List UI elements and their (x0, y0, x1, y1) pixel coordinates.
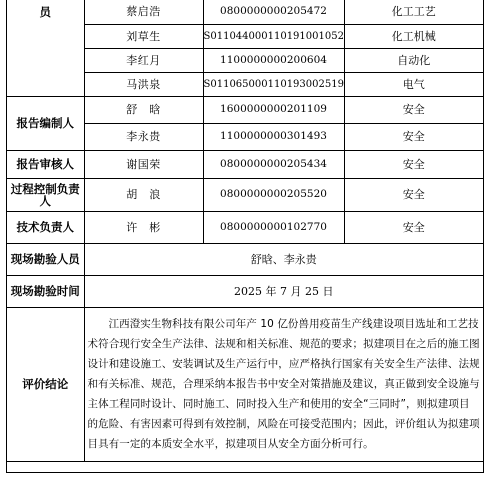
member-specialty: 电气 (344, 72, 483, 96)
compiler-name: 舒 晗 (84, 96, 203, 123)
member-row (7, 0, 483, 24)
member-name: 李红月 (84, 48, 203, 72)
conclusion-cell (84, 307, 483, 461)
member-specialty: 自动化 (344, 48, 483, 72)
reviewer-row (7, 150, 483, 178)
compiler-row (7, 96, 483, 123)
tech-label: 技术负责人 (7, 211, 84, 243)
reviewer-cert: 0800000000205434 (203, 150, 344, 178)
tech-row (7, 211, 483, 243)
personnel-label (7, 0, 84, 96)
member-specialty: 化工机械 (344, 24, 483, 48)
reviewer-specialty: 安全 (344, 150, 483, 178)
site-staff-label: 现场勘验人员 (7, 243, 84, 275)
member-cert: S011044000110191001052 (203, 24, 344, 48)
member-cert: 1100000000200604 (203, 48, 344, 72)
tech-cert: 0800000000102770 (203, 211, 344, 243)
personnel-label-text: 员 (39, 5, 51, 19)
compiler-specialty: 安全 (344, 96, 483, 123)
process-label: 过程控制负责人 (7, 178, 84, 211)
compiler-specialty: 安全 (344, 123, 483, 150)
member-name: 马洪泉 (84, 72, 203, 96)
member-name: 刘草生 (84, 24, 203, 48)
site-staff-row (7, 243, 483, 275)
compiler-cert: 1100000000301493 (203, 123, 344, 150)
site-time-label: 现场勘验时间 (7, 275, 84, 307)
conclusion-row (7, 307, 483, 461)
site-time-value: 2025 年 7 月 25 日 (84, 275, 483, 307)
conclusion-label: 评价结论 (7, 307, 84, 461)
process-name: 胡 浪 (84, 178, 203, 211)
process-cert: 0800000000205520 (203, 178, 344, 211)
site-staff-value: 舒晗、李永贵 (84, 243, 483, 275)
personnel-table (6, 0, 484, 473)
tech-specialty: 安全 (344, 211, 483, 243)
tech-name: 许 彬 (84, 211, 203, 243)
member-cert: 0800000000205472 (203, 0, 344, 24)
process-specialty: 安全 (344, 178, 483, 211)
compiler-cert: 1600000000201109 (203, 96, 344, 123)
member-cert: S011065000110193002519 (203, 72, 344, 96)
process-row (7, 178, 483, 211)
conclusion-text: 江西澄实生物科技有限公司年产 10 亿份兽用疫苗生产线建设项目选址和工艺技术符合现行安全生产法律、法规和相关标准、规范的要求；拟建项目在之后的施工图设计和建设施工、安装调试及生产运行中，应严格执行国家有关安全生产法律、法规和有关标准、规范，合理采纳本报告书中安全对策措施及建议，真正做到安全设施与主体工程同时设计、同时施工、同时投入生产和使用的安全“三同时”，则拟建项目的危险、有害因素可得到有效控制，风险在可接受范围内；因此，评价组认为拟建项目具有一定的本质安全水平，拟建项目从安全方面分析可行。 (87, 318, 480, 450)
compiler-name: 李永贵 (84, 123, 203, 150)
reviewer-label: 报告审核人 (7, 150, 84, 178)
reviewer-name: 谢国荣 (84, 150, 203, 178)
member-name: 蔡启浩 (84, 0, 203, 24)
member-specialty: 化工工艺 (344, 0, 483, 24)
site-time-row (7, 275, 483, 307)
compiler-label: 报告编制人 (7, 96, 84, 150)
